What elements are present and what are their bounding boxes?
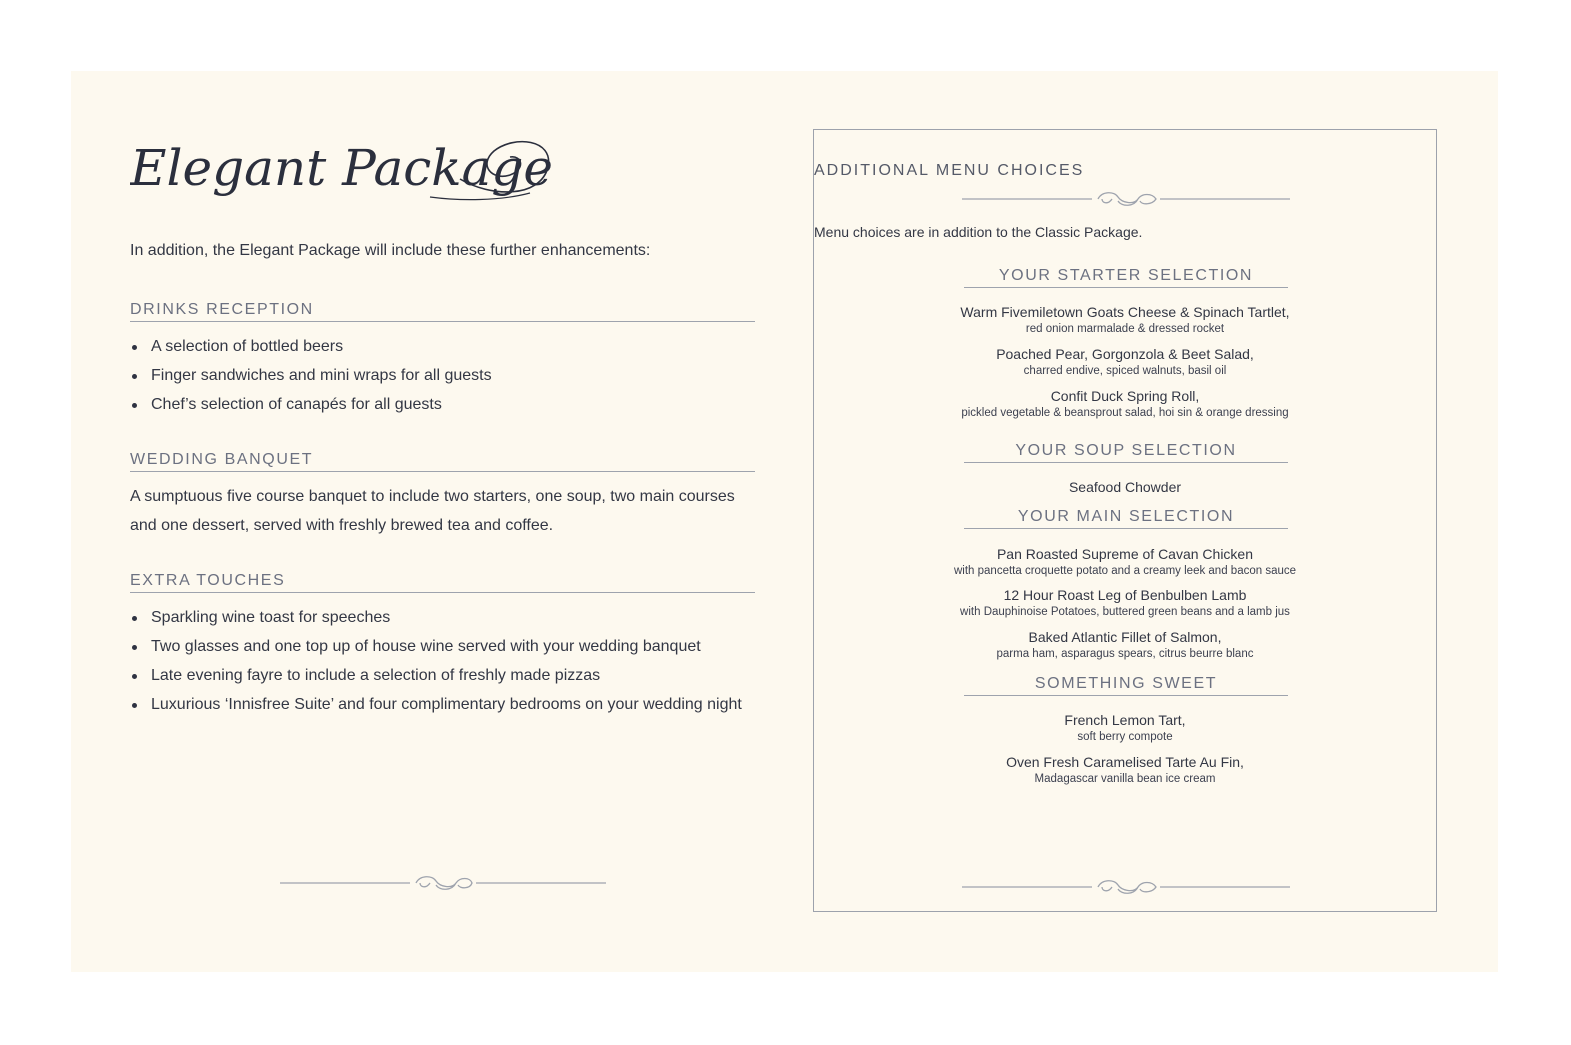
dish-name: French Lemon Tart, — [1064, 712, 1186, 728]
main-selection-heading: YOUR MAIN SELECTION — [964, 507, 1288, 529]
dish-description: with pancetta croquette potato and a creamy leek and bacon sauce — [953, 565, 1297, 577]
list-item: Luxurious ‘Innisfree Suite’ and four complimentary bedrooms on your wedding night — [130, 690, 755, 719]
dish-description: parma ham, asparagus spears, citrus beurre blanc — [996, 648, 1254, 660]
dish-name: Seafood Chowder — [1068, 479, 1182, 495]
wedding-banquet-heading: WEDDING BANQUET — [130, 450, 755, 472]
wedding-banquet-text: A sumptuous five course banquet to include two starters, one soup, two main courses and one dessert, served with freshly brewed tea and coffee. — [130, 488, 735, 534]
menu-dish — [814, 586, 1436, 620]
extra-touches-heading: EXTRA TOUCHES — [130, 571, 755, 593]
menu-dish — [814, 628, 1436, 662]
flourish-divider-icon — [962, 876, 1290, 898]
dish-name: Pan Roasted Supreme of Cavan Chicken — [996, 546, 1254, 562]
menu-dish — [814, 711, 1436, 745]
dish-description: with Dauphinoise Potatoes, buttered green beans and a lamb jus — [960, 606, 1290, 618]
starter-selection-heading: YOUR STARTER SELECTION — [964, 266, 1288, 288]
list-item: Sparkling wine toast for speeches — [130, 603, 755, 632]
extra-touches-section — [130, 571, 755, 719]
card-title: ADDITIONAL MENU CHOICES — [814, 162, 1085, 179]
card-note: Menu choices are in addition to the Classic Package. — [814, 224, 1143, 240]
elegant-package-column — [130, 71, 755, 972]
extra-touches-list — [130, 603, 755, 719]
menu-sheet — [71, 71, 1498, 972]
drinks-reception-list — [130, 332, 755, 419]
something-sweet-heading: SOMETHING SWEET — [964, 674, 1288, 696]
drinks-reception-heading: DRINKS RECEPTION — [130, 300, 755, 322]
dish-name: Oven Fresh Caramelised Tarte Au Fin, — [1006, 754, 1244, 770]
intro-text: In addition, the Elegant Package will include these further enhancements: — [130, 242, 651, 259]
drinks-reception-section — [130, 300, 755, 419]
list-item: A selection of bottled beers — [130, 332, 755, 361]
menu-dish — [814, 478, 1436, 496]
flourish-divider-icon — [962, 188, 1290, 210]
flourish-divider-icon — [280, 871, 606, 895]
dish-name: Baked Atlantic Fillet of Salmon, — [1028, 629, 1222, 645]
list-item: Late evening fayre to include a selection of freshly made pizzas — [130, 661, 755, 690]
menu-dish — [814, 303, 1436, 337]
package-title — [130, 127, 590, 217]
soup-selection-heading: YOUR SOUP SELECTION — [964, 441, 1288, 463]
dish-name: Poached Pear, Gorgonzola & Beet Salad, — [996, 346, 1254, 362]
list-item: Finger sandwiches and mini wraps for all guests — [130, 361, 755, 390]
menu-dish — [814, 345, 1436, 379]
wedding-banquet-section — [130, 450, 755, 540]
dish-description: pickled vegetable & beansprout salad, hoi sin & orange dressing — [961, 407, 1289, 419]
dish-description: red onion marmalade & dressed rocket — [1025, 323, 1225, 335]
dish-name: Confit Duck Spring Roll, — [1050, 388, 1200, 404]
dish-name: 12 Hour Roast Leg of Benbulben Lamb — [1003, 587, 1247, 603]
menu-dish — [814, 387, 1436, 421]
dish-description: soft berry compote — [1077, 731, 1173, 743]
menu-dish — [814, 753, 1436, 787]
package-title-text: Elegant Package — [130, 139, 553, 197]
dish-description: Madagascar vanilla bean ice cream — [1034, 773, 1216, 785]
list-item: Two glasses and one top up of house wine served with your wedding banquet — [130, 632, 755, 661]
list-item: Chef’s selection of canapés for all guests — [130, 390, 755, 419]
dish-description: charred endive, spiced walnuts, basil oil — [1023, 365, 1227, 377]
menu-dish — [814, 545, 1436, 579]
dish-name: Warm Fivemiletown Goats Cheese & Spinach Tartlet, — [960, 304, 1290, 320]
additional-menu-card — [813, 129, 1437, 912]
